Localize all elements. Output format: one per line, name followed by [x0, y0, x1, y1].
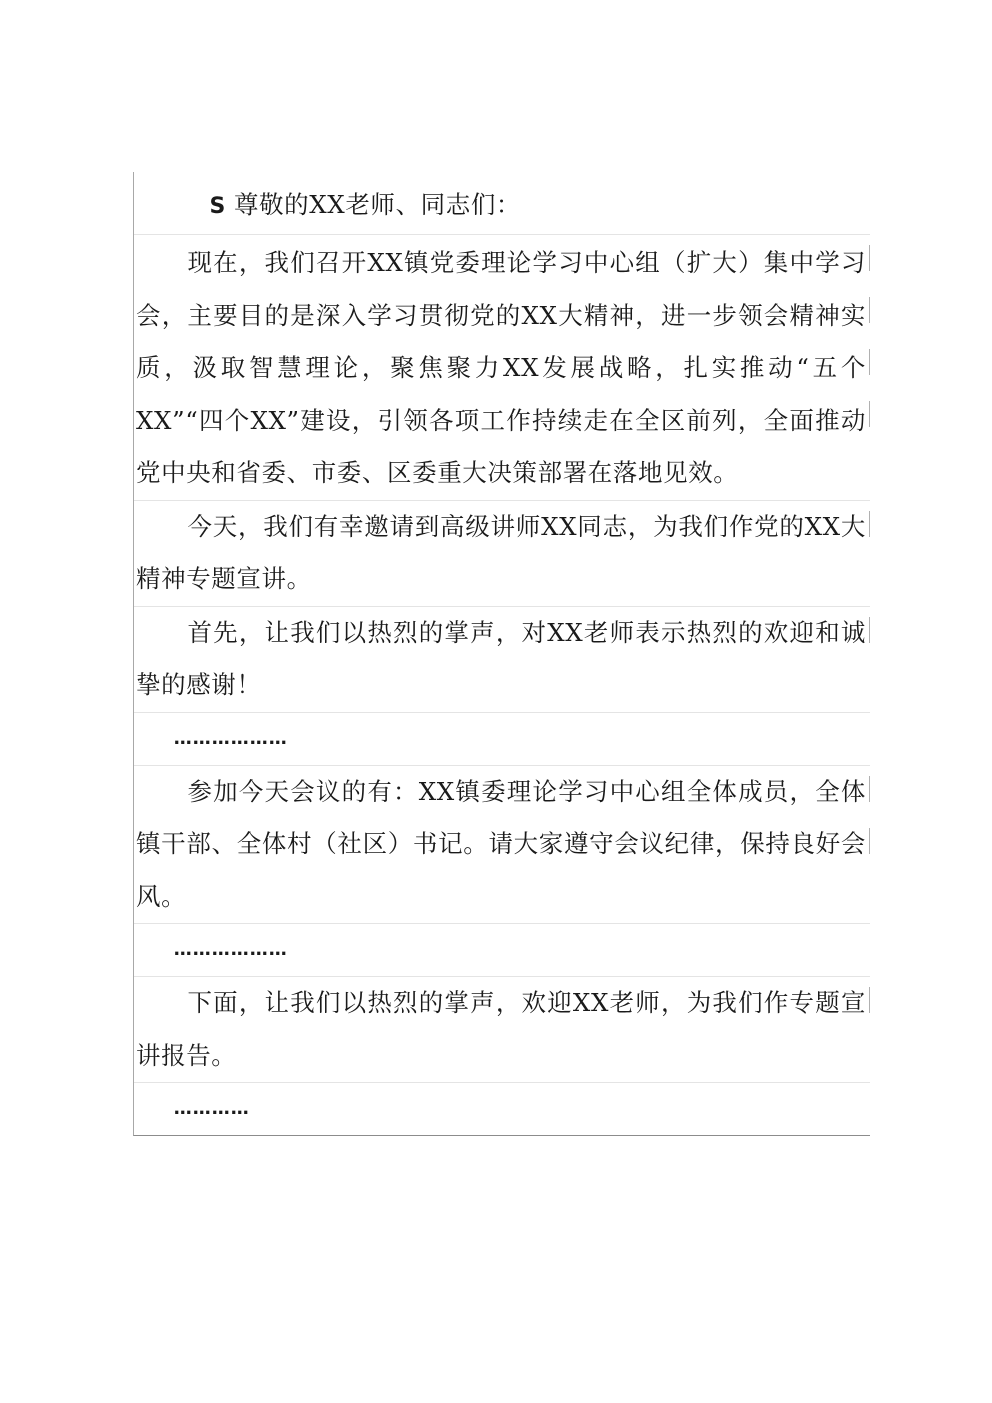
ellipsis-text: ………… — [173, 1098, 250, 1119]
line-marker — [869, 297, 870, 323]
line-marker — [869, 349, 870, 375]
paragraph-text: 今天，我们有幸邀请到高级讲师XX同志，为我们作党的XX大精神专题宣讲。 — [136, 511, 866, 593]
ellipsis-text: ……………… — [173, 939, 288, 960]
line-marker — [869, 401, 870, 427]
line-marker — [869, 776, 870, 802]
ellipsis-text: ……………… — [173, 727, 288, 749]
paragraph-block — [134, 765, 870, 924]
document-body — [133, 172, 870, 1136]
greeting-block — [134, 172, 870, 234]
greeting-badge: S — [209, 194, 226, 219]
line-marker — [869, 511, 870, 537]
greeting-line — [134, 172, 870, 234]
paragraph-text: 下面，让我们以热烈的掌声，欢迎XX老师，为我们作专题宣讲报告。 — [136, 988, 866, 1070]
ellipsis-block — [134, 712, 870, 765]
line-marker — [869, 245, 870, 271]
greeting-text: 尊敬的XX老师、同志们： — [233, 190, 522, 219]
paragraph-block — [134, 976, 870, 1082]
paragraph-text: 首先，让我们以热烈的掌声，对XX老师表示热烈的欢迎和诚挚的感谢！ — [136, 617, 866, 699]
line-marker — [869, 828, 870, 854]
ellipsis-block — [134, 1082, 870, 1135]
ellipsis-block — [134, 923, 870, 976]
line-marker — [869, 617, 870, 643]
line-marker — [869, 987, 870, 1013]
paragraph-block — [134, 606, 870, 712]
paragraph-block — [134, 500, 870, 606]
paragraph-text: 现在，我们召开XX镇党委理论学习中心组（扩大）集中学习会，主要目的是深入学习贯彻党的XX大精神，进一步领会精神实质，汲取智慧理论，聚焦聚力XX发展战略，扎实推动“五个XX”“四个XX”建设，引领各项工作持续走在全区前列，全面推动党中央和省委、市委、区委重大决策部署在落地见效。 — [136, 248, 866, 487]
paragraph-block — [134, 234, 870, 500]
paragraph-text: 参加今天会议的有：XX镇委理论学习中心组全体成员，全体镇干部、全体村（社区）书记。请大家遵守会议纪律，保持良好会风。 — [136, 776, 866, 911]
